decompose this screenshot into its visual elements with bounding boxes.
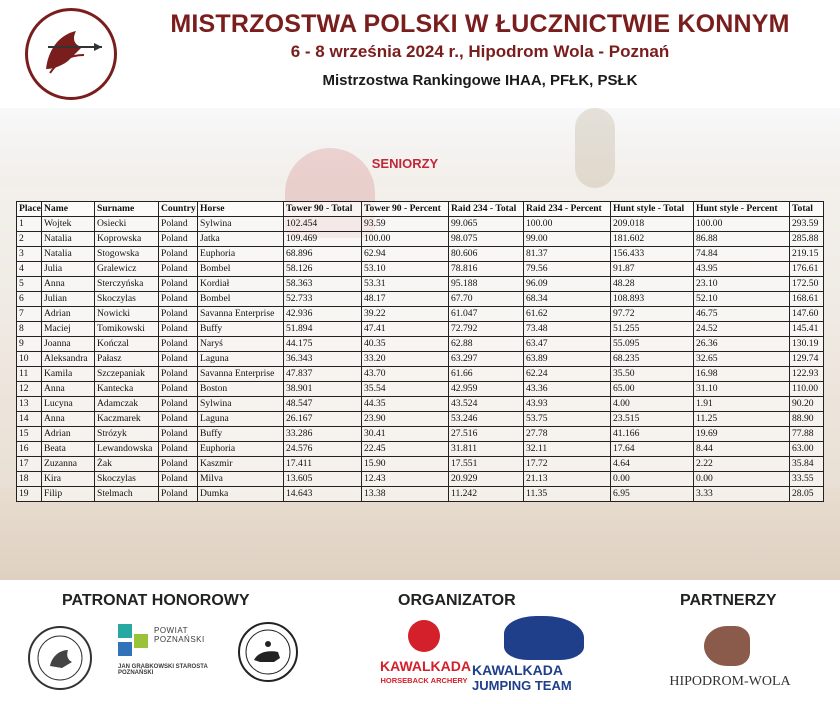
table-cell: 41.166	[611, 427, 694, 442]
section-title: SENIORZY	[371, 156, 439, 171]
table-row	[17, 277, 824, 292]
table-cell: Buffy	[198, 322, 284, 337]
table-cell: 19	[17, 487, 42, 502]
table-cell: 55.095	[611, 337, 694, 352]
table-cell: 35.50	[611, 367, 694, 382]
table-cell: 65.00	[611, 382, 694, 397]
horseback-archer-icon	[240, 624, 296, 680]
table-cell: 62.88	[449, 337, 524, 352]
table-cell: 32.11	[524, 442, 611, 457]
table-cell: Poland	[159, 277, 198, 292]
table-cell: 31.10	[694, 382, 790, 397]
table-cell: 51.894	[284, 322, 362, 337]
table-cell: Kordiał	[198, 277, 284, 292]
table-cell: 99.065	[449, 217, 524, 232]
table-cell: Stelmach	[95, 487, 159, 502]
table-row	[17, 292, 824, 307]
table-cell: 68.896	[284, 247, 362, 262]
table-cell: Poland	[159, 322, 198, 337]
table-cell: Julian	[42, 292, 95, 307]
table-row	[17, 352, 824, 367]
table-cell: Adrian	[42, 307, 95, 322]
table-cell: Bombel	[198, 292, 284, 307]
photo-tree	[575, 108, 615, 188]
horse-head-icon	[704, 626, 750, 666]
table-cell: 100.00	[362, 232, 449, 247]
table-cell: Kamila	[42, 367, 95, 382]
table-cell: 35.84	[790, 457, 824, 472]
table-cell: Laguna	[198, 412, 284, 427]
table-cell: 145.41	[790, 322, 824, 337]
table-cell: Savanna Enterprise	[198, 307, 284, 322]
table-cell: 293.59	[790, 217, 824, 232]
column-header: Name	[42, 202, 95, 217]
table-cell: 43.36	[524, 382, 611, 397]
table-cell: 12	[17, 382, 42, 397]
table-cell: 72.792	[449, 322, 524, 337]
table-cell: Żak	[95, 457, 159, 472]
table-cell: 48.28	[611, 277, 694, 292]
table-cell: 15	[17, 427, 42, 442]
table-cell: 8	[17, 322, 42, 337]
table-cell: 17.72	[524, 457, 611, 472]
table-cell: 53.10	[362, 262, 449, 277]
column-header: Tower 90 - Percent	[362, 202, 449, 217]
column-header: Place	[17, 202, 42, 217]
table-cell: 156.433	[611, 247, 694, 262]
table-row	[17, 307, 824, 322]
table-cell: 23.515	[611, 412, 694, 427]
table-cell: 2.22	[694, 457, 790, 472]
column-header: Raid 234 - Percent	[524, 202, 611, 217]
table-cell: Kira	[42, 472, 95, 487]
hipodrom-wola-logo	[650, 624, 810, 694]
table-cell: 17.411	[284, 457, 362, 472]
table-cell: 88.90	[790, 412, 824, 427]
table-cell: 42.936	[284, 307, 362, 322]
table-row	[17, 397, 824, 412]
partnerzy-heading: PARTNERZY	[680, 592, 777, 609]
table-cell: Natalia	[42, 247, 95, 262]
footer	[0, 580, 840, 704]
table-cell: Skoczylas	[95, 472, 159, 487]
table-cell: Jatka	[198, 232, 284, 247]
table-cell: 35.54	[362, 382, 449, 397]
table-cell: 14	[17, 412, 42, 427]
table-cell: 61.62	[524, 307, 611, 322]
table-cell: 31.811	[449, 442, 524, 457]
table-cell: 58.126	[284, 262, 362, 277]
table-cell: 14.643	[284, 487, 362, 502]
table-cell: 74.84	[694, 247, 790, 262]
table-cell: Kaczmarek	[95, 412, 159, 427]
table-cell: 0.00	[611, 472, 694, 487]
patronat-heading: PATRONAT HONOROWY	[62, 592, 250, 609]
table-body	[17, 217, 824, 502]
table-cell: 102.454	[284, 217, 362, 232]
table-cell: Natalia	[42, 232, 95, 247]
kawalkada-horseback-archery-logo	[380, 620, 471, 700]
table-cell: 7	[17, 307, 42, 322]
column-header: Hunt style - Total	[611, 202, 694, 217]
table-cell: 8.44	[694, 442, 790, 457]
table-cell: Buffy	[198, 427, 284, 442]
table-cell: 6.95	[611, 487, 694, 502]
table-cell: 23.10	[694, 277, 790, 292]
table-cell: Kończal	[95, 337, 159, 352]
powiat-name: POWIAT POZNAŃSKI	[154, 626, 205, 644]
column-header: Hunt style - Percent	[694, 202, 790, 217]
table-cell: Savanna Enterprise	[198, 367, 284, 382]
table-cell: 96.09	[524, 277, 611, 292]
table-cell: Poland	[159, 232, 198, 247]
column-header: Surname	[95, 202, 159, 217]
table-cell: 11.25	[694, 412, 790, 427]
table-cell: 1	[17, 217, 42, 232]
table-cell: Aleksandra	[42, 352, 95, 367]
table-cell: Koprowska	[95, 232, 159, 247]
table-cell: 13.605	[284, 472, 362, 487]
table-row	[17, 367, 824, 382]
table-cell: 61.047	[449, 307, 524, 322]
table-cell: 209.018	[611, 217, 694, 232]
jumping-horse-icon	[504, 616, 584, 660]
table-cell: Boston	[198, 382, 284, 397]
table-cell: Kantecka	[95, 382, 159, 397]
table-cell: Poland	[159, 337, 198, 352]
table-cell: 110.00	[790, 382, 824, 397]
horse-head-logo-icon	[28, 11, 114, 97]
table-cell: Anna	[42, 412, 95, 427]
event-date-location: 6 - 8 września 2024 r., Hipodrom Wola - Poznań	[290, 42, 670, 61]
table-cell: Anna	[42, 277, 95, 292]
column-header: Total	[790, 202, 824, 217]
table-cell: 95.188	[449, 277, 524, 292]
table-row	[17, 442, 824, 457]
table-cell: 16.98	[694, 367, 790, 382]
table-cell: 168.61	[790, 292, 824, 307]
table-cell: 53.31	[362, 277, 449, 292]
table-row	[17, 322, 824, 337]
table-row	[17, 247, 824, 262]
table-row	[17, 472, 824, 487]
header	[0, 0, 840, 108]
table-row	[17, 337, 824, 352]
table-cell: 10	[17, 352, 42, 367]
table-cell: 68.235	[611, 352, 694, 367]
table-cell: 43.95	[694, 262, 790, 277]
table-cell: 13.38	[362, 487, 449, 502]
table-cell: 108.893	[611, 292, 694, 307]
table-cell: Sylwina	[198, 217, 284, 232]
table-row	[17, 457, 824, 472]
table-cell: 78.816	[449, 262, 524, 277]
table-cell: Nowicki	[95, 307, 159, 322]
table-row	[17, 262, 824, 277]
table-cell: 6	[17, 292, 42, 307]
table-cell: 122.93	[790, 367, 824, 382]
table-cell: Poland	[159, 262, 198, 277]
table-cell: Poland	[159, 352, 198, 367]
table-cell: Poland	[159, 397, 198, 412]
logo-square-icon	[134, 634, 148, 648]
table-cell: 13	[17, 397, 42, 412]
table-cell: 39.22	[362, 307, 449, 322]
table-cell: 63.89	[524, 352, 611, 367]
logo-square-icon	[118, 624, 132, 638]
table-cell: 99.00	[524, 232, 611, 247]
column-header: Horse	[198, 202, 284, 217]
table-cell: 129.74	[790, 352, 824, 367]
powiat-starosta: JAN GRABKOWSKI STAROSTA POZNAŃSKI	[118, 664, 208, 676]
table-cell: 285.88	[790, 232, 824, 247]
table-cell: 3.33	[694, 487, 790, 502]
table-cell: Pałasz	[95, 352, 159, 367]
table-cell: 86.88	[694, 232, 790, 247]
photo-sky	[0, 108, 840, 188]
table-cell: Gralewicz	[95, 262, 159, 277]
polish-federation-seal-logo	[28, 626, 92, 690]
table-cell: 40.35	[362, 337, 449, 352]
table-cell: 48.17	[362, 292, 449, 307]
table-cell: 12.43	[362, 472, 449, 487]
table-cell: 93.59	[362, 217, 449, 232]
table-cell: Euphoria	[198, 442, 284, 457]
table-cell: 11	[17, 367, 42, 382]
table-cell: Julia	[42, 262, 95, 277]
table-cell: 130.19	[790, 337, 824, 352]
table-cell: Poland	[159, 412, 198, 427]
table-header-row	[17, 202, 824, 217]
table-cell: Zuzanna	[42, 457, 95, 472]
table-row	[17, 427, 824, 442]
table-cell: Poland	[159, 247, 198, 262]
table-cell: 73.48	[524, 322, 611, 337]
table-cell: 11.242	[449, 487, 524, 502]
table-cell: Lucyna	[42, 397, 95, 412]
table-cell: 27.516	[449, 427, 524, 442]
table-row	[17, 412, 824, 427]
kawalkada-jumping-name: KAWALKADA	[472, 662, 563, 678]
table-cell: Wojtek	[42, 217, 95, 232]
table-cell: 21.13	[524, 472, 611, 487]
table-cell: 33.20	[362, 352, 449, 367]
table-cell: 11.35	[524, 487, 611, 502]
table-cell: 38.901	[284, 382, 362, 397]
results-table	[16, 201, 824, 502]
table-row	[17, 217, 824, 232]
table-cell: Skoczylas	[95, 292, 159, 307]
logo-square-icon	[118, 642, 132, 656]
table-cell: Osiecki	[95, 217, 159, 232]
table-cell: 4.64	[611, 457, 694, 472]
table-cell: 53.75	[524, 412, 611, 427]
table-cell: 43.93	[524, 397, 611, 412]
kawalkada-name: KAWALKADA	[380, 658, 471, 674]
table-cell: 44.35	[362, 397, 449, 412]
table-cell: Poland	[159, 442, 198, 457]
table-cell: 67.70	[449, 292, 524, 307]
table-cell: 44.175	[284, 337, 362, 352]
table-cell: Naryś	[198, 337, 284, 352]
table-cell: 24.576	[284, 442, 362, 457]
table-cell: 33.55	[790, 472, 824, 487]
kawalkada-jumping-sub: JUMPING TEAM	[472, 678, 572, 693]
table-cell: 46.75	[694, 307, 790, 322]
column-header: Tower 90 - Total	[284, 202, 362, 217]
table-cell: Beata	[42, 442, 95, 457]
archer-circle-icon	[408, 620, 440, 652]
table-cell: 176.61	[790, 262, 824, 277]
table-cell: 90.20	[790, 397, 824, 412]
table-cell: Strózyk	[95, 427, 159, 442]
table-cell: Poland	[159, 487, 198, 502]
table-cell: Bombel	[198, 262, 284, 277]
table-cell: Adrian	[42, 427, 95, 442]
table-cell: 30.41	[362, 427, 449, 442]
table-cell: Lewandowska	[95, 442, 159, 457]
table-cell: 79.56	[524, 262, 611, 277]
table-cell: 100.00	[694, 217, 790, 232]
table-cell: 52.733	[284, 292, 362, 307]
table-cell: 2	[17, 232, 42, 247]
event-logo	[25, 8, 117, 100]
horseback-archer-seal-logo	[238, 622, 298, 682]
table-row	[17, 382, 824, 397]
table-cell: 77.88	[790, 427, 824, 442]
table-cell: Euphoria	[198, 247, 284, 262]
table-cell: 61.66	[449, 367, 524, 382]
kawalkada-sub: HORSEBACK ARCHERY	[380, 676, 468, 685]
table-cell: Poland	[159, 427, 198, 442]
table-cell: 98.075	[449, 232, 524, 247]
table-cell: 43.70	[362, 367, 449, 382]
table-cell: 63.47	[524, 337, 611, 352]
table-row	[17, 232, 824, 247]
table-cell: Anna	[42, 382, 95, 397]
table-cell: 0.00	[694, 472, 790, 487]
table-cell: 47.41	[362, 322, 449, 337]
table-cell: Sylwina	[198, 397, 284, 412]
page-title: MISTRZOSTWA POLSKI W ŁUCZNICTWIE KONNYM	[170, 10, 790, 38]
powiat-poznanski-logo	[118, 624, 212, 684]
table-cell: 32.65	[694, 352, 790, 367]
table-cell: Stogowska	[95, 247, 159, 262]
table-cell: 109.469	[284, 232, 362, 247]
table-cell: Sterczyńska	[95, 277, 159, 292]
table-cell: 36.343	[284, 352, 362, 367]
table-cell: 42.959	[449, 382, 524, 397]
table-cell: 27.78	[524, 427, 611, 442]
table-cell: 53.246	[449, 412, 524, 427]
table-cell: 19.69	[694, 427, 790, 442]
table-cell: 28.05	[790, 487, 824, 502]
table-cell: Poland	[159, 217, 198, 232]
organizator-heading: ORGANIZATOR	[398, 592, 516, 609]
table-cell: Maciej	[42, 322, 95, 337]
table-cell: 18	[17, 472, 42, 487]
table-cell: 181.602	[611, 232, 694, 247]
table-cell: 52.10	[694, 292, 790, 307]
table-cell: 4.00	[611, 397, 694, 412]
table-cell: 9	[17, 337, 42, 352]
table-cell: 24.52	[694, 322, 790, 337]
table-cell: 3	[17, 247, 42, 262]
column-header: Country	[159, 202, 198, 217]
table-cell: 17	[17, 457, 42, 472]
table-cell: Filip	[42, 487, 95, 502]
table-cell: Joanna	[42, 337, 95, 352]
table-cell: Kaszmir	[198, 457, 284, 472]
table-cell: 20.929	[449, 472, 524, 487]
table-cell: 4	[17, 262, 42, 277]
table-cell: Poland	[159, 472, 198, 487]
table-cell: Adamczak	[95, 397, 159, 412]
table-cell: 48.547	[284, 397, 362, 412]
table-cell: Tomikowski	[95, 322, 159, 337]
table-row	[17, 487, 824, 502]
table-cell: 17.64	[611, 442, 694, 457]
table-cell: 22.45	[362, 442, 449, 457]
table-cell: Milva	[198, 472, 284, 487]
table-cell: 172.50	[790, 277, 824, 292]
table-cell: 5	[17, 277, 42, 292]
table-cell: 43.524	[449, 397, 524, 412]
table-cell: 16	[17, 442, 42, 457]
table-cell: 17.551	[449, 457, 524, 472]
column-header: Raid 234 - Total	[449, 202, 524, 217]
table-cell: 91.87	[611, 262, 694, 277]
table-cell: 1.91	[694, 397, 790, 412]
kawalkada-jumping-team-logo	[472, 616, 592, 700]
table-cell: Poland	[159, 382, 198, 397]
table-cell: Poland	[159, 292, 198, 307]
table-cell: Dumka	[198, 487, 284, 502]
table-cell: 62.24	[524, 367, 611, 382]
table-cell: 47.837	[284, 367, 362, 382]
hipodrom-name: HIPODROM-WOLA	[669, 674, 791, 689]
horse-seal-icon	[30, 628, 90, 688]
table-cell: 26.167	[284, 412, 362, 427]
table-cell: Laguna	[198, 352, 284, 367]
table-cell: 23.90	[362, 412, 449, 427]
table-cell: 33.286	[284, 427, 362, 442]
table-cell: 26.36	[694, 337, 790, 352]
table-cell: Poland	[159, 307, 198, 322]
table-cell: 147.60	[790, 307, 824, 322]
table-cell: 62.94	[362, 247, 449, 262]
event-ranking-info: Mistrzostwa Rankingowe IHAA, PFŁK, PSŁK	[322, 72, 638, 89]
table-cell: 219.15	[790, 247, 824, 262]
table-cell: 58.363	[284, 277, 362, 292]
table-cell: 81.37	[524, 247, 611, 262]
table-cell: Szczepaniak	[95, 367, 159, 382]
table-cell: 68.34	[524, 292, 611, 307]
table-cell: 80.606	[449, 247, 524, 262]
table-cell: 63.297	[449, 352, 524, 367]
table-cell: 100.00	[524, 217, 611, 232]
table-cell: 97.72	[611, 307, 694, 322]
table-cell: 15.90	[362, 457, 449, 472]
table-cell: 51.255	[611, 322, 694, 337]
table-cell: Poland	[159, 367, 198, 382]
table-cell: 63.00	[790, 442, 824, 457]
table-cell: Poland	[159, 457, 198, 472]
